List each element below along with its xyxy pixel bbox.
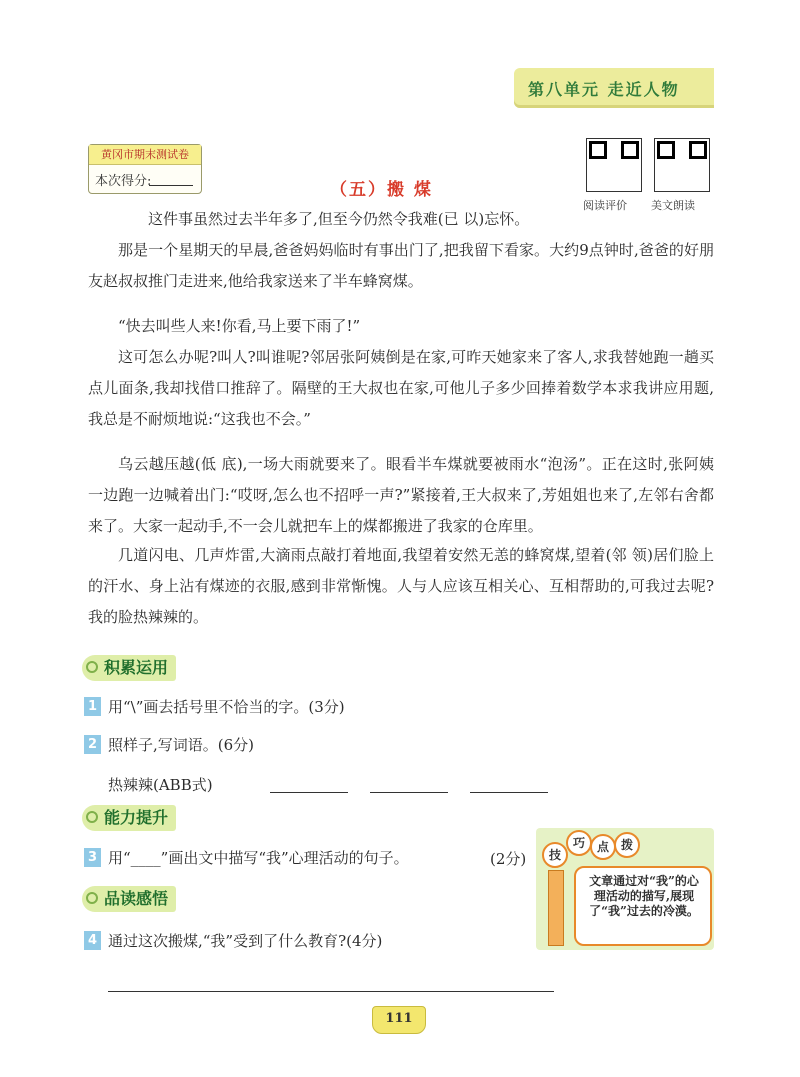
passage-paragraph-5: 乌云越压越(低 底),一场大雨就要来了。眼看半车煤就要被雨水“泡汤”。正在这时,张阿姨一边跑一边喊着出门:“哎呀,怎么也不招呼一声?”紧接着,王大叔来了,芳姐姐也来了,左邻右舍都来了。大家一起动手,不一会儿就把车上的煤都搬进了我家的仓库里。 [88,455,714,535]
passage-paragraph-1: 这件事虽然过去半年多了,但至今仍然令我难(已 以)忘怀。 [148,210,530,228]
footer-divider [108,991,554,992]
tip-panel [536,828,714,950]
answer-blank[interactable] [270,792,348,793]
tip-char: 点 [590,834,616,860]
question-number-4: 4 [84,931,101,950]
question-number-1: 1 [84,697,101,716]
question-number-3: 3 [84,848,101,867]
section-header-appreciate [82,886,176,912]
question-score-3: (2分) [490,850,527,868]
passage-paragraph-4: 这可怎么办呢?叫人?叫谁呢?邻居张阿姨倒是在家,可昨天她家来了客人,求我替她跑一趟买点儿面条,我却找借口推辞了。隔壁的王大叔也在家,可他儿子多少回捧着数学本求我讲应用题,我总是不耐烦地说:“这我也不会。” [88,348,714,428]
passage-paragraph-3: “快去叫些人来!你看,马上要下雨了!” [118,317,361,335]
tip-box [574,866,712,946]
qr-code-audio-reading[interactable] [654,138,710,192]
section-bullet-icon [86,661,98,673]
tip-char: 拨 [614,832,640,858]
unit-tab [514,68,714,108]
question-text-2: 照样子,写词语。(6分) [108,736,255,754]
exam-label: 黄冈市期末测试卷 [89,145,201,165]
question-text-3: 用“____”画出文中描写“我”心理活动的句子。 [108,849,409,867]
unit-title: 第八单元 走近人物 [528,80,680,99]
question-number-2: 2 [84,735,101,754]
score-box [88,144,202,194]
page-title: （五）搬 煤 [330,180,433,200]
question-text-4: 通过这次搬煤,“我”受到了什么教育?(4分) [108,932,383,950]
passage-paragraph-6: 几道闪电、几声炸雷,大滴雨点敲打着地面,我望着安然无恙的蜂窝煤,望着(邻 领)居们脸上的汗水、身上沾有煤迹的衣服,感到非常惭愧。人与人应该互相关心、互相帮助的,可我过去呢?我的脸热辣辣的。 [88,546,714,626]
tip-char: 巧 [566,830,592,856]
section-title: 能力提升 [104,808,169,827]
score-label: 本次得分: [95,174,152,189]
section-title: 品读感悟 [104,889,169,908]
qr-right-caption: 美文朗读 [651,199,695,212]
tip-char: 技 [542,842,568,868]
tip-text: 文章通过对“我”的心理活动的描写,展现了“我”过去的冷漠。 [589,874,699,918]
qr-code-reading-eval[interactable] [586,138,642,192]
question-text-1: 用“\”画去括号里不恰当的字。(3分) [108,698,345,716]
answer-blank[interactable] [470,792,548,793]
section-bullet-icon [86,811,98,823]
answer-blank[interactable] [370,792,448,793]
qr-left-caption: 阅读评价 [583,199,627,212]
section-title: 积累运用 [104,658,169,677]
page-number-badge [372,1006,426,1034]
section-header-accumulate [82,655,176,681]
section-bullet-icon [86,892,98,904]
score-blank [149,185,193,186]
passage-paragraph-2: 那是一个星期天的早晨,爸爸妈妈临时有事出门了,把我留下看家。大约9点钟时,爸爸的好朋友赵叔叔推门走进来,他给我家送来了半车蜂窝煤。 [88,241,714,290]
pencil-icon [548,870,564,946]
page-number: 111 [385,1011,413,1026]
question-example: 热辣辣(ABB式) [108,776,213,794]
section-header-ability [82,805,176,831]
